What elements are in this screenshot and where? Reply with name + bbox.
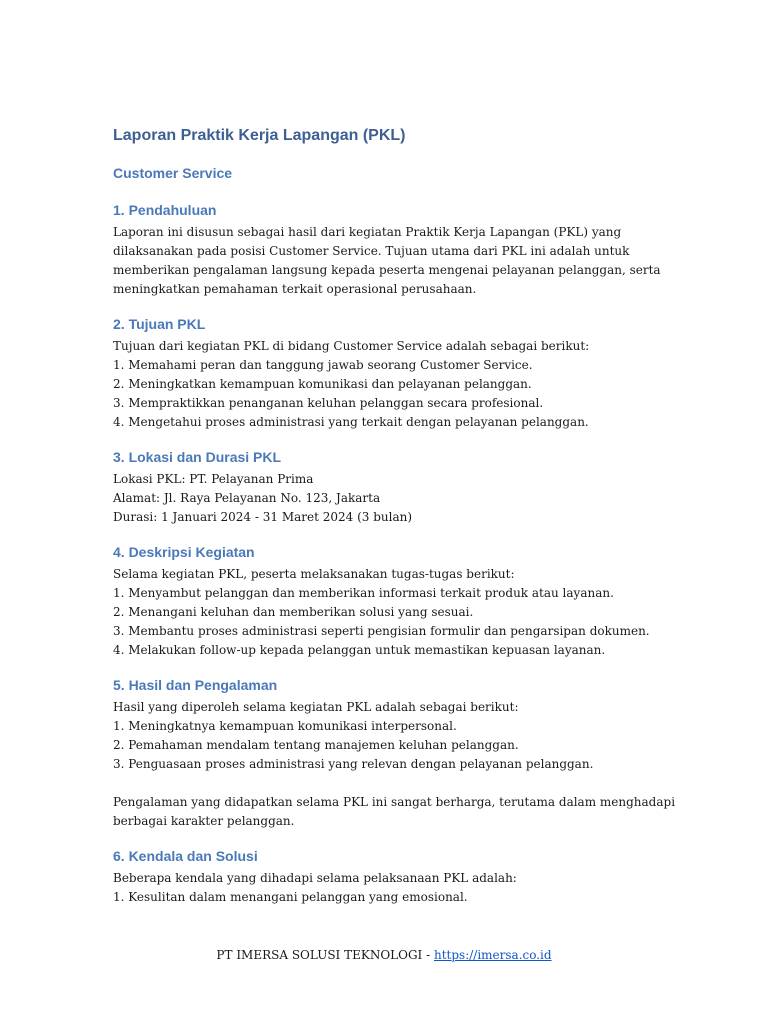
paragraph-line: memberikan pengalaman langsung kepada peserta mengenai pelayanan pelanggan, serta xyxy=(113,263,661,277)
list-item: 2. Meningkatkan kemampuan komunikasi dan pelayanan pelanggan. xyxy=(113,377,532,391)
list-item: 4. Mengetahui proses administrasi yang terkait dengan pelayanan pelanggan. xyxy=(113,415,589,429)
list-item: 1. Menyambut pelanggan dan memberikan informasi terkait produk atau layanan. xyxy=(113,586,614,600)
section-lokasi-durasi xyxy=(113,448,658,527)
paragraph-line: berbagai karakter pelanggan. xyxy=(113,814,295,828)
info-line: Durasi: 1 Januari 2024 - 31 Maret 2024 (3 bulan) xyxy=(113,510,413,524)
paragraph-line: Selama kegiatan PKL, peserta melaksanakan tugas-tugas berikut: xyxy=(113,567,515,581)
info-line: Lokasi PKL: PT. Pelayanan Prima xyxy=(113,472,314,486)
list-item: 1. Kesulitan dalam menangani pelanggan yang emosional. xyxy=(113,890,468,904)
page-subtitle: Customer Service xyxy=(113,165,233,181)
section-deskripsi xyxy=(113,543,658,660)
list-item: 3. Membantu proses administrasi seperti pengisian formulir dan pengarsipan dokumen. xyxy=(113,624,650,638)
paragraph-line: Beberapa kendala yang dihadapi selama pelaksanaan PKL adalah: xyxy=(113,871,517,885)
paragraph-line: dilaksanakan pada posisi Customer Service. Tujuan utama dari PKL ini adalah untuk xyxy=(113,244,630,258)
info-line: Alamat: Jl. Raya Pelayanan No. 123, Jakarta xyxy=(113,491,381,505)
list-item: 4. Melakukan follow-up kepada pelanggan untuk memastikan kepuasan layanan. xyxy=(113,643,606,657)
section-heading: 4. Deskripsi Kegiatan xyxy=(113,544,255,560)
list-item: 1. Meningkatnya kemampuan komunikasi interpersonal. xyxy=(113,719,457,733)
paragraph-line: Pengalaman yang didapatkan selama PKL ini sangat berharga, terutama dalam menghadapi xyxy=(113,795,676,809)
paragraph-gap xyxy=(113,774,658,793)
paragraph-line: meningkatkan pemahaman terkait operasional perusahaan. xyxy=(113,282,477,296)
list-item: 1. Memahami peran dan tanggung jawab seorang Customer Service. xyxy=(113,358,533,372)
section-heading: 1. Pendahuluan xyxy=(113,202,217,218)
section-pendahuluan xyxy=(113,201,661,299)
footer-website-link[interactable]: https://imersa.co.id xyxy=(433,948,552,962)
paragraph-line: Hasil yang diperoleh selama kegiatan PKL adalah sebagai berikut: xyxy=(113,700,519,714)
section-heading: 3. Lokasi dan Durasi PKL xyxy=(113,449,282,465)
section-hasil xyxy=(113,676,676,831)
section-tujuan xyxy=(113,315,658,432)
footer-company-text: PT IMERSA SOLUSI TEKNOLOGI - xyxy=(216,948,434,962)
section-heading: 6. Kendala dan Solusi xyxy=(113,848,258,864)
paragraph-line: Laporan ini disusun sebagai hasil dari kegiatan Praktik Kerja Lapangan (PKL) yang xyxy=(113,225,622,239)
list-item: 2. Pemahaman mendalam tentang manajemen keluhan pelanggan. xyxy=(113,738,519,752)
page-title: Laporan Praktik Kerja Lapangan (PKL) xyxy=(113,127,406,144)
section-heading: 2. Tujuan PKL xyxy=(113,316,206,332)
section-kendala xyxy=(113,847,658,907)
list-item: 2. Menangani keluhan dan memberikan solusi yang sesuai. xyxy=(113,605,474,619)
list-item: 3. Penguasaan proses administrasi yang relevan dengan pelayanan pelanggan. xyxy=(113,757,594,771)
document-page xyxy=(113,126,676,907)
paragraph-line: Tujuan dari kegiatan PKL di bidang Customer Service adalah sebagai berikut: xyxy=(113,339,590,353)
section-heading: 5. Hasil dan Pengalaman xyxy=(113,677,278,693)
page-footer xyxy=(0,946,768,964)
list-item: 3. Mempraktikkan penanganan keluhan pelanggan secara profesional. xyxy=(113,396,544,410)
